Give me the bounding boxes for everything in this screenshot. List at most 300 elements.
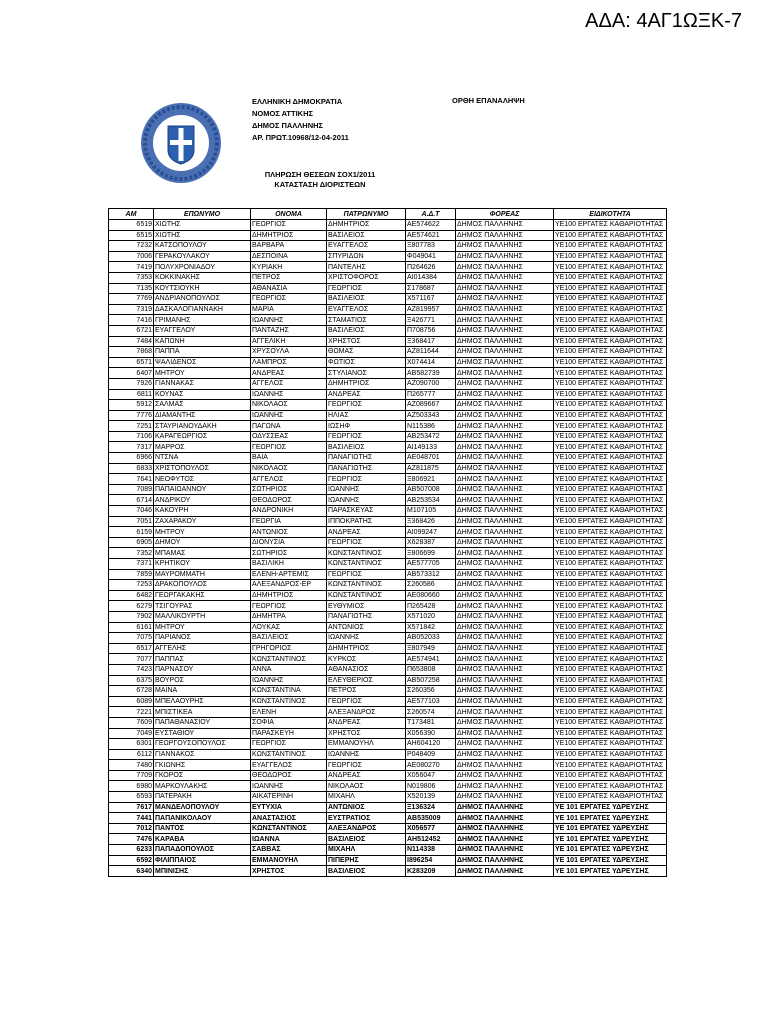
agency-cell: ΔΗΜΟΣ ΠΑΛΛΗΝΗΣ xyxy=(456,262,554,273)
am-cell: 7251 xyxy=(109,421,154,432)
table-row xyxy=(109,283,667,294)
patronymic-cell: ΚΩΝΣΤΑΝΤΙΝΟΣ xyxy=(327,548,406,559)
patronymic-cell: ΧΡΙΣΤΟΦΟΡΟΣ xyxy=(327,272,406,283)
id-cell: ΑΖ503343 xyxy=(406,410,456,421)
column-header: ΦΟΡΕΑΣ xyxy=(456,209,554,220)
protocol-number: ΑΡ. ΠΡΩΤ.10968/12-04-2011 xyxy=(252,133,349,142)
surname-cell: ΜΠΕΛΑΟΥΡΗΣ xyxy=(154,696,251,707)
patronymic-cell: ΙΩΑΝΝΗΣ xyxy=(327,749,406,760)
agency-cell: ΔΗΜΟΣ ΠΑΛΛΗΝΗΣ xyxy=(456,760,554,771)
surname-cell: ΓΡΙΜΑΝΗΣ xyxy=(154,315,251,326)
name-cell: ΑΝΔΡΟΝΙΚΗ xyxy=(251,506,327,517)
header-line: ΔΗΜΟΣ ΠΑΛΛΗΝΗΣ xyxy=(252,121,324,130)
id-cell: ΑΕ574621 xyxy=(406,230,456,241)
name-cell: ΚΩΝΣΤΑΝΤΙΝΟΣ xyxy=(251,823,327,834)
id-cell: Π265428 xyxy=(406,601,456,612)
am-cell: 7868 xyxy=(109,347,154,358)
specialty-cell: ΥΕ100 ΕΡΓΑΤΕΣ ΚΑΘΑΡΙΟΤΗΤΑΣ xyxy=(554,347,667,358)
id-cell: ΑΖ089667 xyxy=(406,400,456,411)
id-cell: ΑΕ080270 xyxy=(406,760,456,771)
name-cell: ΕΛΕΝΗ xyxy=(251,707,327,718)
agency-cell: ΔΗΜΟΣ ΠΑΛΛΗΝΗΣ xyxy=(456,220,554,231)
name-cell: ΔΗΜΗΤΡΑ xyxy=(251,611,327,622)
table-row xyxy=(109,643,667,654)
name-cell: ΑΓΓΕΛΙΚΗ xyxy=(251,336,327,347)
name-cell: ΑΝΝΑ xyxy=(251,664,327,675)
id-cell: Κ283209 xyxy=(406,866,456,877)
name-cell: ΑΙΚΑΤΕΡΙΝΗ xyxy=(251,792,327,803)
table-row xyxy=(109,527,667,538)
name-cell: ΜΑΡΙΑ xyxy=(251,304,327,315)
name-cell: ΙΩΑΝΝΗΣ xyxy=(251,315,327,326)
name-cell: ΔΗΜΗΤΡΙΟΣ xyxy=(251,590,327,601)
agency-cell: ΔΗΜΟΣ ΠΑΛΛΗΝΗΣ xyxy=(456,442,554,453)
specialty-cell: ΥΕ 101 ΕΡΓΑΤΕΣ ΥΔΡΕΥΣΗΣ xyxy=(554,813,667,824)
specialty-cell: ΥΕ100 ΕΡΓΑΤΕΣ ΚΑΘΑΡΙΟΤΗΤΑΣ xyxy=(554,474,667,485)
id-cell: Ξ368426 xyxy=(406,516,456,527)
surname-cell: ΚΟΚΚΙΝΑΚΗΣ xyxy=(154,272,251,283)
am-cell: 7051 xyxy=(109,516,154,527)
name-cell: ΣΩΤΗΡΙΟΣ xyxy=(251,548,327,559)
table-row xyxy=(109,431,667,442)
name-cell: ΣΩΤΗΡΙΟΣ xyxy=(251,484,327,495)
patronymic-cell: ΠΑΝΤΕΛΗΣ xyxy=(327,262,406,273)
name-cell: ΧΡΗΣΤΟΣ xyxy=(251,866,327,877)
id-cell: ΑΕ577705 xyxy=(406,559,456,570)
patronymic-cell: ΑΘΑΝΑΣΙΟΣ xyxy=(327,664,406,675)
name-cell: ΘΕΟΔΩΡΟΣ xyxy=(251,770,327,781)
surname-cell: ΓΙΑΝΝΑΚΟΣ xyxy=(154,749,251,760)
name-cell: ΓΕΩΡΓΙΑ xyxy=(251,516,327,527)
column-header: ΕΠΩΝΥΜΟ xyxy=(154,209,251,220)
am-cell: 7106 xyxy=(109,431,154,442)
am-cell: 6375 xyxy=(109,675,154,686)
agency-cell: ΔΗΜΟΣ ΠΑΛΛΗΝΗΣ xyxy=(456,537,554,548)
name-cell: ΒΑΙΑ xyxy=(251,453,327,464)
name-cell: ΒΑΣΙΛΕΙΟΣ xyxy=(251,633,327,644)
patronymic-cell: ΓΕΩΡΓΙΟΣ xyxy=(327,431,406,442)
patronymic-cell: ΠΕΤΡΟΣ xyxy=(327,686,406,697)
am-cell: 7609 xyxy=(109,717,154,728)
surname-cell: ΠΑΡΙΑΝΟΣ xyxy=(154,633,251,644)
patronymic-cell: ΑΝΔΡΕΑΣ xyxy=(327,389,406,400)
agency-cell: ΔΗΜΟΣ ΠΑΛΛΗΝΗΣ xyxy=(456,643,554,654)
surname-cell: ΠΑΠΠΑ xyxy=(154,347,251,358)
patronymic-cell: ΙΩΑΝΝΗΣ xyxy=(327,633,406,644)
surname-cell: ΚΟΥΝΑΣ xyxy=(154,389,251,400)
agency-cell: ΔΗΜΟΣ ΠΑΛΛΗΝΗΣ xyxy=(456,315,554,326)
appointees-table xyxy=(108,208,667,877)
am-cell: 6089 xyxy=(109,696,154,707)
am-cell: 6811 xyxy=(109,389,154,400)
agency-cell: ΔΗΜΟΣ ΠΑΛΛΗΝΗΣ xyxy=(456,410,554,421)
name-cell: ΓΕΩΡΓΙΟΣ xyxy=(251,739,327,750)
agency-cell: ΔΗΜΟΣ ΠΑΛΛΗΝΗΣ xyxy=(456,802,554,813)
name-cell: ΑΓΓΕΛΟΣ xyxy=(251,474,327,485)
specialty-cell: ΥΕ100 ΕΡΓΑΤΕΣ ΚΑΘΑΡΙΟΤΗΤΑΣ xyxy=(554,622,667,633)
table-row xyxy=(109,453,667,464)
am-cell: 7902 xyxy=(109,611,154,622)
table-row xyxy=(109,855,667,866)
specialty-cell: ΥΕ100 ΕΡΓΑΤΕΣ ΚΑΘΑΡΙΟΤΗΤΑΣ xyxy=(554,749,667,760)
name-cell: ΙΩΑΝΝΗΣ xyxy=(251,389,327,400)
id-cell: ΑΒ253472 xyxy=(406,431,456,442)
table-row xyxy=(109,421,667,432)
issuer-header xyxy=(252,96,349,144)
specialty-cell: ΥΕ100 ΕΡΓΑΤΕΣ ΚΑΘΑΡΙΟΤΗΤΑΣ xyxy=(554,325,667,336)
am-cell: 5912 xyxy=(109,400,154,411)
specialty-cell: ΥΕ100 ΕΡΓΑΤΕΣ ΚΑΘΑΡΙΟΤΗΤΑΣ xyxy=(554,675,667,686)
specialty-cell: ΥΕ100 ΕΡΓΑΤΕΣ ΚΑΘΑΡΙΟΤΗΤΑΣ xyxy=(554,654,667,665)
patronymic-cell: ΓΕΩΡΓΙΟΣ xyxy=(327,537,406,548)
patronymic-cell: ΠΑΡΑΣΚΕΥΑΣ xyxy=(327,506,406,517)
id-cell: Χ571842 xyxy=(406,622,456,633)
id-cell: Χ520139 xyxy=(406,792,456,803)
column-header: ΕΙΔΙΚΟΤΗΤΑ xyxy=(554,209,667,220)
table-row xyxy=(109,707,667,718)
name-cell: ΓΕΩΡΓΙΟΣ xyxy=(251,220,327,231)
agency-cell: ΔΗΜΟΣ ΠΑΛΛΗΝΗΣ xyxy=(456,717,554,728)
am-cell: 7089 xyxy=(109,484,154,495)
specialty-cell: ΥΕ100 ΕΡΓΑΤΕΣ ΚΑΘΑΡΙΟΤΗΤΑΣ xyxy=(554,410,667,421)
surname-cell: ΠΑΠΠΑΣ xyxy=(154,654,251,665)
patronymic-cell: ΔΗΜΗΤΡΙΟΣ xyxy=(327,220,406,231)
specialty-cell: ΥΕ100 ΕΡΓΑΤΕΣ ΚΑΘΑΡΙΟΤΗΤΑΣ xyxy=(554,220,667,231)
patronymic-cell: ΓΕΩΡΓΙΟΣ xyxy=(327,760,406,771)
id-cell: ΑΙ014384 xyxy=(406,272,456,283)
surname-cell: ΚΡΗΤΙΚΟΥ xyxy=(154,559,251,570)
agency-cell: ΔΗΜΟΣ ΠΑΛΛΗΝΗΣ xyxy=(456,633,554,644)
agency-cell: ΔΗΜΟΣ ΠΑΛΛΗΝΗΣ xyxy=(456,834,554,845)
name-cell: ΔΗΜΗΤΡΙΟΣ xyxy=(251,230,327,241)
surname-cell: ΓΚΟΡΟΣ xyxy=(154,770,251,781)
patronymic-cell: ΣΤΑΜΑΤΙΟΣ xyxy=(327,315,406,326)
patronymic-cell: ΒΑΣΙΛΕΙΟΣ xyxy=(327,866,406,877)
am-cell: 7480 xyxy=(109,760,154,771)
specialty-cell: ΥΕ100 ΕΡΓΑΤΕΣ ΚΑΘΑΡΙΟΤΗΤΑΣ xyxy=(554,431,667,442)
am-cell: 6301 xyxy=(109,739,154,750)
agency-cell: ΔΗΜΟΣ ΠΑΛΛΗΝΗΣ xyxy=(456,357,554,368)
specialty-cell: ΥΕ100 ΕΡΓΑΤΕΣ ΚΑΘΑΡΙΟΤΗΤΑΣ xyxy=(554,760,667,771)
patronymic-cell: ΕΜΜΑΝΟΥΗΛ xyxy=(327,739,406,750)
id-cell: ΑΒ507008 xyxy=(406,484,456,495)
agency-cell: ΔΗΜΟΣ ΠΑΛΛΗΝΗΣ xyxy=(456,527,554,538)
am-cell: 6833 xyxy=(109,463,154,474)
agency-cell: ΔΗΜΟΣ ΠΑΛΛΗΝΗΣ xyxy=(456,569,554,580)
name-cell: ΙΩΑΝΝΗΣ xyxy=(251,410,327,421)
name-cell: ΘΕΟΔΩΡΟΣ xyxy=(251,495,327,506)
name-cell: ΑΝΤΩΝΙΟΣ xyxy=(251,527,327,538)
id-cell: ΑΖ090700 xyxy=(406,378,456,389)
patronymic-cell: ΚΥΡΚΟΣ xyxy=(327,654,406,665)
surname-cell: ΠΑΡΝΑΣΟΥ xyxy=(154,664,251,675)
id-cell: Ξ806921 xyxy=(406,474,456,485)
id-cell: ΑΖ819957 xyxy=(406,304,456,315)
agency-cell: ΔΗΜΟΣ ΠΑΛΛΗΝΗΣ xyxy=(456,580,554,591)
name-cell: ΟΔΥΣΣΕΑΣ xyxy=(251,431,327,442)
specialty-cell: ΥΕ100 ΕΡΓΑΤΕΣ ΚΑΘΑΡΙΟΤΗΤΑΣ xyxy=(554,241,667,252)
specialty-cell: ΥΕ100 ΕΡΓΑΤΕΣ ΚΑΘΑΡΙΟΤΗΤΑΣ xyxy=(554,611,667,622)
agency-cell: ΔΗΜΟΣ ΠΑΛΛΗΝΗΣ xyxy=(456,664,554,675)
surname-cell: ΜΑΡΡΟΣ xyxy=(154,442,251,453)
patronymic-cell: ΑΝΔΡΕΑΣ xyxy=(327,770,406,781)
surname-cell: ΠΟΛΥΧΡΟΝΙΑΔΟΥ xyxy=(154,262,251,273)
table-row xyxy=(109,770,667,781)
id-cell: Χ056577 xyxy=(406,823,456,834)
agency-cell: ΔΗΜΟΣ ΠΑΛΛΗΝΗΣ xyxy=(456,654,554,665)
table-row xyxy=(109,696,667,707)
name-cell: ΑΝΑΣΤΑΣΙΟΣ xyxy=(251,813,327,824)
specialty-cell: ΥΕ100 ΕΡΓΑΤΕΣ ΚΑΘΑΡΙΟΤΗΤΑΣ xyxy=(554,664,667,675)
am-cell: 7617 xyxy=(109,802,154,813)
surname-cell: ΚΑΡΑΒΑ xyxy=(154,834,251,845)
table-row xyxy=(109,792,667,803)
id-cell: Ξ806699 xyxy=(406,548,456,559)
table-row xyxy=(109,442,667,453)
column-header: ΠΑΤΡΩΝΥΜΟ xyxy=(327,209,406,220)
table-row xyxy=(109,686,667,697)
am-cell: 7859 xyxy=(109,569,154,580)
surname-cell: ΜΑΝΔΕΛΟΠΟΥΛΟΥ xyxy=(154,802,251,813)
surname-cell: ΣΤΑΥΡΙΑΝΟΥΔΑΚΗ xyxy=(154,421,251,432)
title-line-1: ΠΛΗΡΩΣΗ ΘΕΣΕΩΝ ΣΟΧ1/2011 xyxy=(264,170,376,179)
agency-cell: ΔΗΜΟΣ ΠΑΛΛΗΝΗΣ xyxy=(456,283,554,294)
name-cell: ΒΑΣΙΛΙΚΗ xyxy=(251,559,327,570)
table-row xyxy=(109,241,667,252)
table-row xyxy=(109,559,667,570)
surname-cell: ΑΝΔΡΙΚΟΥ xyxy=(154,495,251,506)
specialty-cell: ΥΕ 101 ΕΡΓΑΤΕΣ ΥΔΡΕΥΣΗΣ xyxy=(554,834,667,845)
table-row xyxy=(109,717,667,728)
specialty-cell: ΥΕ100 ΕΡΓΑΤΕΣ ΚΑΘΑΡΙΟΤΗΤΑΣ xyxy=(554,495,667,506)
specialty-cell: ΥΕ100 ΕΡΓΑΤΕΣ ΚΑΘΑΡΙΟΤΗΤΑΣ xyxy=(554,283,667,294)
column-header: ΑΜ xyxy=(109,209,154,220)
specialty-cell: ΥΕ100 ΕΡΓΑΤΕΣ ΚΑΘΑΡΙΟΤΗΤΑΣ xyxy=(554,272,667,283)
id-cell: Χ056390 xyxy=(406,728,456,739)
specialty-cell: ΥΕ100 ΕΡΓΑΤΕΣ ΚΑΘΑΡΙΟΤΗΤΑΣ xyxy=(554,781,667,792)
specialty-cell: ΥΕ100 ΕΡΓΑΤΕΣ ΚΑΘΑΡΙΟΤΗΤΑΣ xyxy=(554,548,667,559)
patronymic-cell: ΕΥΣΤΡΑΤΙΟΣ xyxy=(327,813,406,824)
specialty-cell: ΥΕ100 ΕΡΓΑΤΕΣ ΚΑΘΑΡΙΟΤΗΤΑΣ xyxy=(554,580,667,591)
am-cell: 7012 xyxy=(109,823,154,834)
am-cell: 7641 xyxy=(109,474,154,485)
name-cell: ΣΟΦΙΑ xyxy=(251,717,327,728)
am-cell: 7049 xyxy=(109,728,154,739)
table-row xyxy=(109,622,667,633)
agency-cell: ΔΗΜΟΣ ΠΑΛΛΗΝΗΣ xyxy=(456,728,554,739)
surname-cell: ΜΑΙΝΑ xyxy=(154,686,251,697)
specialty-cell: ΥΕ100 ΕΡΓΑΤΕΣ ΚΑΘΑΡΙΟΤΗΤΑΣ xyxy=(554,368,667,379)
am-cell: 6593 xyxy=(109,792,154,803)
table-row xyxy=(109,580,667,591)
surname-cell: ΣΑΛΜΑΣ xyxy=(154,400,251,411)
am-cell: 7476 xyxy=(109,834,154,845)
surname-cell: ΕΥΑΓΓΕΛΟΥ xyxy=(154,325,251,336)
am-cell: 6905 xyxy=(109,537,154,548)
agency-cell: ΔΗΜΟΣ ΠΑΛΛΗΝΗΣ xyxy=(456,866,554,877)
table-row xyxy=(109,813,667,824)
agency-cell: ΔΗΜΟΣ ΠΑΛΛΗΝΗΣ xyxy=(456,389,554,400)
id-cell: Ν115386 xyxy=(406,421,456,432)
id-cell: ΑΕ577103 xyxy=(406,696,456,707)
am-cell: 6519 xyxy=(109,220,154,231)
table-row xyxy=(109,378,667,389)
am-cell: 7046 xyxy=(109,506,154,517)
id-cell: ΑΒ573312 xyxy=(406,569,456,580)
agency-cell: ΔΗΜΟΣ ΠΑΛΛΗΝΗΣ xyxy=(456,400,554,411)
id-cell: Χ074414 xyxy=(406,357,456,368)
patronymic-cell: ΙΠΠΟΚΡΑΤΗΣ xyxy=(327,516,406,527)
id-cell: Σ178687 xyxy=(406,283,456,294)
agency-cell: ΔΗΜΟΣ ΠΑΛΛΗΝΗΣ xyxy=(456,294,554,305)
specialty-cell: ΥΕ100 ΕΡΓΑΤΕΣ ΚΑΘΑΡΙΟΤΗΤΑΣ xyxy=(554,707,667,718)
patronymic-cell: ΝΙΚΟΛΑΟΣ xyxy=(327,781,406,792)
specialty-cell: ΥΕ100 ΕΡΓΑΤΕΣ ΚΑΘΑΡΙΟΤΗΤΑΣ xyxy=(554,400,667,411)
specialty-cell: ΥΕ100 ΕΡΓΑΤΕΣ ΚΑΘΑΡΙΟΤΗΤΑΣ xyxy=(554,792,667,803)
surname-cell: ΚΑΠΩΝΗ xyxy=(154,336,251,347)
surname-cell: ΧΙΩΤΗΣ xyxy=(154,220,251,231)
surname-cell: ΝΕΟΦΥΤΟΣ xyxy=(154,474,251,485)
am-cell: 7319 xyxy=(109,304,154,315)
surname-cell: ΜΑΡΚΟΥΛΑΚΗΣ xyxy=(154,781,251,792)
agency-cell: ΔΗΜΟΣ ΠΑΛΛΗΝΗΣ xyxy=(456,272,554,283)
surname-cell: ΠΑΠΑΘΑΝΑΣΙΟΥ xyxy=(154,717,251,728)
column-header: ΟΝΟΜΑ xyxy=(251,209,327,220)
id-cell: Ξ368417 xyxy=(406,336,456,347)
surname-cell: ΜΠΙΣΤΙΚΕΑ xyxy=(154,707,251,718)
am-cell: 6159 xyxy=(109,527,154,538)
id-cell: Ξ807783 xyxy=(406,241,456,252)
name-cell: ΒΑΡΒΑΡΑ xyxy=(251,241,327,252)
surname-cell: ΜΑΥΡΟΜΜΑΤΗ xyxy=(154,569,251,580)
specialty-cell: ΥΕ100 ΕΡΓΑΤΕΣ ΚΑΘΑΡΙΟΤΗΤΑΣ xyxy=(554,559,667,570)
patronymic-cell: ΒΑΣΙΛΕΙΟΣ xyxy=(327,230,406,241)
surname-cell: ΜΠΙΝΙΣΗΣ xyxy=(154,866,251,877)
surname-cell: ΚΑΡΑΓΕΩΡΓΙΟΣ xyxy=(154,431,251,442)
specialty-cell: ΥΕ100 ΕΡΓΑΤΕΣ ΚΑΘΑΡΙΟΤΗΤΑΣ xyxy=(554,230,667,241)
name-cell: ΙΩΑΝΝΗΣ xyxy=(251,781,327,792)
id-cell: Χ628387 xyxy=(406,537,456,548)
am-cell: 6407 xyxy=(109,368,154,379)
surname-cell: ΚΑΚΟΥΡΗ xyxy=(154,506,251,517)
name-cell: ΓΕΩΡΓΙΟΣ xyxy=(251,601,327,612)
specialty-cell: ΥΕ100 ΕΡΓΑΤΕΣ ΚΑΘΑΡΙΟΤΗΤΑΣ xyxy=(554,739,667,750)
table-row xyxy=(109,845,667,856)
id-cell: Φ049041 xyxy=(406,251,456,262)
am-cell: 7353 xyxy=(109,272,154,283)
am-cell: 7371 xyxy=(109,559,154,570)
agency-cell: ΔΗΜΟΣ ΠΑΛΛΗΝΗΣ xyxy=(456,506,554,517)
specialty-cell: ΥΕ100 ΕΡΓΑΤΕΣ ΚΑΘΑΡΙΟΤΗΤΑΣ xyxy=(554,304,667,315)
surname-cell: ΖΑΧΑΡΑΚΟΥ xyxy=(154,516,251,527)
specialty-cell: ΥΕ100 ΕΡΓΑΤΕΣ ΚΑΘΑΡΙΟΤΗΤΑΣ xyxy=(554,484,667,495)
name-cell: ΙΩΑΝΝΑ xyxy=(251,834,327,845)
id-cell: ΑΒ582739 xyxy=(406,368,456,379)
specialty-cell: ΥΕ 101 ΕΡΓΑΤΕΣ ΥΔΡΕΥΣΗΣ xyxy=(554,866,667,877)
id-cell: ΑΒ253534 xyxy=(406,495,456,506)
am-cell: 7776 xyxy=(109,410,154,421)
patronymic-cell: ΕΥΑΓΓΕΛΟΣ xyxy=(327,241,406,252)
patronymic-cell: ΔΗΜΗΤΡΙΟΣ xyxy=(327,378,406,389)
table-row xyxy=(109,516,667,527)
id-cell: Ξ136324 xyxy=(406,802,456,813)
correct-repetition-label: ΟΡΘΗ ΕΠΑΝΑΛΗΨΗ xyxy=(452,96,525,105)
patronymic-cell: ΓΕΩΡΓΙΟΣ xyxy=(327,569,406,580)
name-cell: ΚΩΝΣΤΑΝΤΙΝΑ xyxy=(251,686,327,697)
patronymic-cell: ΑΝΔΡΕΑΣ xyxy=(327,527,406,538)
agency-cell: ΔΗΜΟΣ ΠΑΛΛΗΝΗΣ xyxy=(456,474,554,485)
table-row xyxy=(109,664,667,675)
specialty-cell: ΥΕ100 ΕΡΓΑΤΕΣ ΚΑΘΑΡΙΟΤΗΤΑΣ xyxy=(554,590,667,601)
am-cell: 7416 xyxy=(109,315,154,326)
patronymic-cell: ΒΑΣΙΛΕΙΟΣ xyxy=(327,834,406,845)
am-cell: 6571 xyxy=(109,357,154,368)
am-cell: 6515 xyxy=(109,230,154,241)
specialty-cell: ΥΕ100 ΕΡΓΑΤΕΣ ΚΑΘΑΡΙΟΤΗΤΑΣ xyxy=(554,389,667,400)
patronymic-cell: ΣΤΥΛΙΑΝΟΣ xyxy=(327,368,406,379)
surname-cell: ΚΟΥΤΣΙΟΥΚΗ xyxy=(154,283,251,294)
agency-cell: ΔΗΜΟΣ ΠΑΛΛΗΝΗΣ xyxy=(456,378,554,389)
table-row xyxy=(109,410,667,421)
patronymic-cell: ΔΗΜΗΤΡΙΟΣ xyxy=(327,643,406,654)
name-cell: ΓΕΩΡΓΙΟΣ xyxy=(251,294,327,305)
table-row xyxy=(109,304,667,315)
am-cell: 6728 xyxy=(109,686,154,697)
table-row xyxy=(109,675,667,686)
name-cell: ΚΩΝΣΤΑΝΤΙΝΟΣ xyxy=(251,696,327,707)
greek-state-emblem xyxy=(138,100,224,186)
specialty-cell: ΥΕ100 ΕΡΓΑΤΕΣ ΚΑΘΑΡΙΟΤΗΤΑΣ xyxy=(554,262,667,273)
surname-cell: ΜΗΤΡΟΥ xyxy=(154,368,251,379)
name-cell: ΣΑΒΒΑΣ xyxy=(251,845,327,856)
am-cell: 7441 xyxy=(109,813,154,824)
document-title xyxy=(230,170,410,190)
am-cell: 7423 xyxy=(109,664,154,675)
patronymic-cell: ΒΑΣΙΛΕΙΟΣ xyxy=(327,325,406,336)
surname-cell: ΧΡΙΣΤΟΠΟΥΛΟΣ xyxy=(154,463,251,474)
patronymic-cell: ΠΑΝΑΓΙΩΤΗΣ xyxy=(327,463,406,474)
patronymic-cell: ΑΝΤΩΝΙΟΣ xyxy=(327,622,406,633)
patronymic-cell: ΧΡΗΣΤΟΣ xyxy=(327,336,406,347)
agency-cell: ΔΗΜΟΣ ΠΑΛΛΗΝΗΣ xyxy=(456,781,554,792)
name-cell: ΠΑΡΑΣΚΕΥΗ xyxy=(251,728,327,739)
table-row xyxy=(109,739,667,750)
specialty-cell: ΥΕ100 ΕΡΓΑΤΕΣ ΚΑΘΑΡΙΟΤΗΤΑΣ xyxy=(554,251,667,262)
id-cell: ΑΙ099247 xyxy=(406,527,456,538)
specialty-cell: ΥΕ100 ΕΡΓΑΤΕΣ ΚΑΘΑΡΙΟΤΗΤΑΣ xyxy=(554,506,667,517)
table-row xyxy=(109,400,667,411)
agency-cell: ΔΗΜΟΣ ΠΑΛΛΗΝΗΣ xyxy=(456,686,554,697)
title-line-2: ΚΑΤΑΣΤΑΣΗ ΔΙΟΡΙΣΤΕΩΝ xyxy=(274,180,366,189)
id-cell: Ν114338 xyxy=(406,845,456,856)
patronymic-cell: ΓΕΩΡΓΙΟΣ xyxy=(327,474,406,485)
agency-cell: ΔΗΜΟΣ ΠΑΛΛΗΝΗΣ xyxy=(456,347,554,358)
id-cell: ΑΙ149133 xyxy=(406,442,456,453)
id-cell: ΑΗ512452 xyxy=(406,834,456,845)
name-cell: ΠΕΤΡΟΣ xyxy=(251,272,327,283)
am-cell: 7232 xyxy=(109,241,154,252)
specialty-cell: ΥΕ100 ΕΡΓΑΤΕΣ ΚΑΘΑΡΙΟΤΗΤΑΣ xyxy=(554,442,667,453)
surname-cell: ΔΗΜΟΥ xyxy=(154,537,251,548)
agency-cell: ΔΗΜΟΣ ΠΑΛΛΗΝΗΣ xyxy=(456,739,554,750)
surname-cell: ΑΝΔΡΙΑΝΟΠΟΥΛΟΣ xyxy=(154,294,251,305)
am-cell: 7135 xyxy=(109,283,154,294)
agency-cell: ΔΗΜΟΣ ΠΑΛΛΗΝΗΣ xyxy=(456,813,554,824)
patronymic-cell: ΕΛΕΥΘΕΡΙΟΣ xyxy=(327,675,406,686)
table-row xyxy=(109,495,667,506)
am-cell: 6482 xyxy=(109,590,154,601)
table-row xyxy=(109,749,667,760)
